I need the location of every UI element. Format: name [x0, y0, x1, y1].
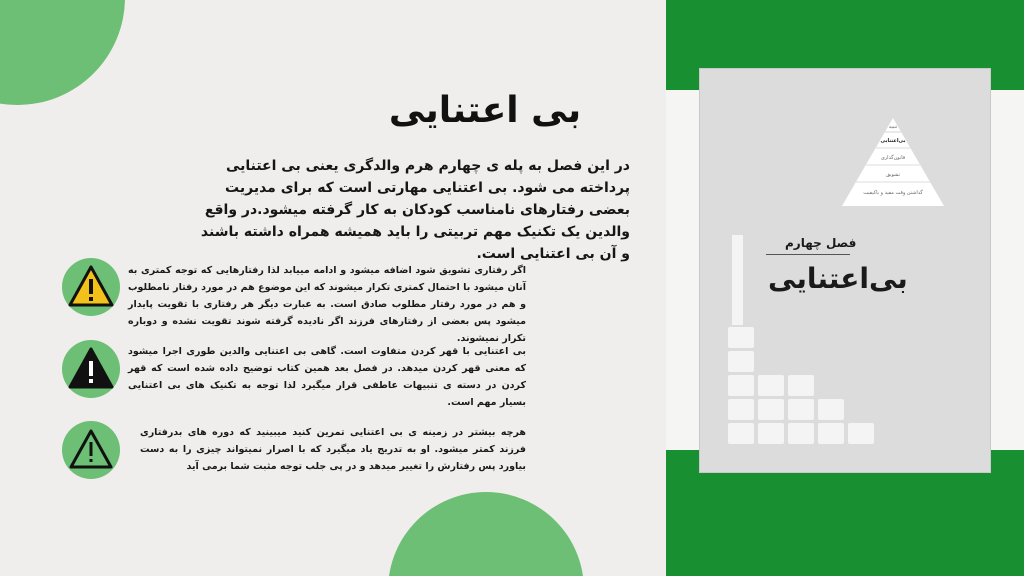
book-accent-bar — [732, 235, 743, 325]
warning-icon — [62, 258, 120, 316]
warning-icon — [62, 340, 120, 398]
pyramid-label: گذاشتن وقت مفید و باکیفیت — [863, 190, 923, 196]
pyramid-label: تشویق — [886, 172, 900, 178]
book-chapter-label: فصل چهارم — [785, 236, 857, 250]
list-item-text: هرچه بیشتر در زمینه ی بی اعتنایی تمرین کنید میبینید که دوره های بدرفتاری فرزند کمتر میشود. او به تدریج یاد میگیرد که با اصرار نمیتواند چیزی را به دست بیاورد پس رفتارش را تغییر میدهد و در پی جلب توجه مثبت شما برمی آید — [140, 427, 526, 472]
page-title: بی اعتنایی — [388, 90, 582, 131]
list-item-text: اگر رفتاری تشویق شود اضافه میشود و ادامه مییابد لذا رفتارهایی که توجه کمتری به آنان میشود با احتمال کمتری تکرار میشوند که این موضوع هم در مورد رفتار نامطلوب و هم در مورد رفتار مطلوب صادق است. به عبارت دیگر هر رفتاری با تقویت پایدار میشود پس بعضی از رفتارهای فرزند اگر نادیده گرفته شوند تقویت نشده و دوباره تکرار نمیشوند. — [128, 265, 526, 344]
decorative-circle-top-left — [0, 0, 125, 105]
decorative-circle-bottom — [388, 492, 584, 576]
pyramid-label: قانون‌گذاری — [880, 155, 906, 161]
list-item-text: بی اعتنایی با قهر کردن متفاوت است. گاهی بی اعتنایی والدین طوری اجرا میشود که معنی قهر کردن میدهد. در فصل بعد همین کتاب توضیح داده شده است که قهر کردن در دسته ی تنبیهات عاطفی قرار میگیرد لذا توجه به تکنیک های بی اعتنایی بسیار مهم است. — [128, 346, 526, 408]
intro-paragraph: در این فصل به پله ی چهارم هرم والدگری یعنی بی اعتنایی پرداخته می شود. بی اعتنایی مهارتی است که برای مدیریت بعضی رفتارهای نامناسب کودکان به کار گرفته میشود.در واقع والدین یک تکنیک مهم تربیتی را باید همیشه همراه داشته باشند و آن بی اعتنایی است. — [200, 158, 630, 262]
pyramid-label: تنبیه — [888, 124, 898, 130]
warning-icon — [62, 421, 120, 479]
book-divider — [766, 254, 850, 255]
book-chapter-title: بی‌اعتنایی — [768, 262, 908, 295]
pyramid-label: بی‌اعتنایی — [880, 138, 906, 144]
